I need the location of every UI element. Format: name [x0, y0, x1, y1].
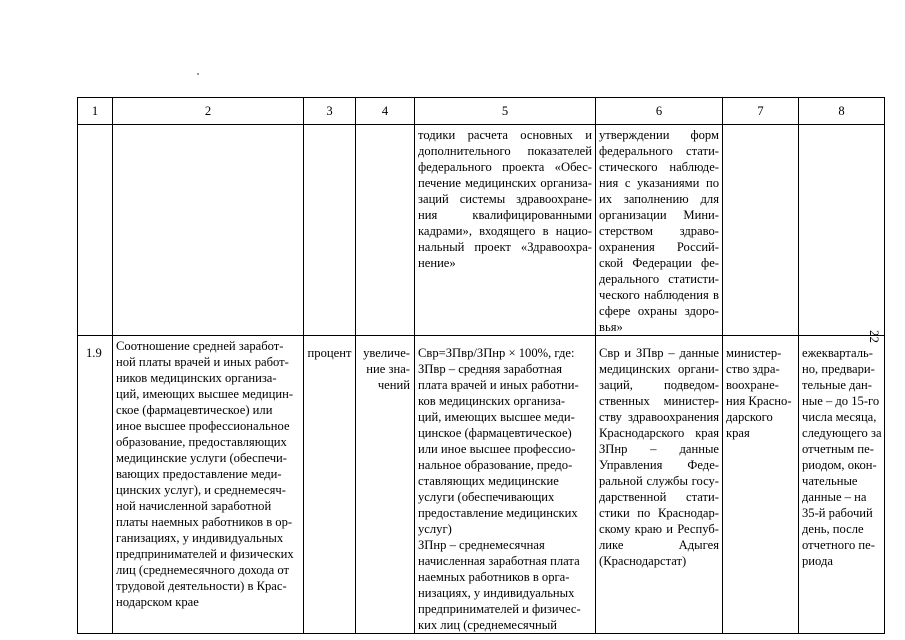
text-line: тодики расчета основных и [418, 128, 592, 142]
page-number: 22 [867, 330, 882, 343]
header-cell: 3 [304, 98, 356, 125]
text-line: Свр=ЗПвр/ЗПнр × 100%, где: [418, 346, 575, 360]
text-line: края [726, 426, 750, 440]
text-line: но, предвари- [802, 362, 875, 376]
responsible-cell [723, 336, 799, 634]
text-line: тельные дан- [802, 378, 872, 392]
text-line: отчетного пе- [802, 538, 875, 552]
text-line: ций, имеющих высшее медицин- [116, 387, 294, 401]
text-line: нение» [418, 256, 456, 270]
text-line: стерством здраво- [599, 224, 719, 238]
text-line: платы наемных работников в ор- [116, 515, 293, 529]
source-cell [596, 125, 723, 336]
text-line: ству здравоохранения [599, 410, 719, 424]
methodology-cell [415, 125, 596, 336]
text-line: ежекварталь- [802, 346, 873, 360]
text-line: ций, имеющих высшее меди- [418, 410, 575, 424]
formula-cell [415, 336, 596, 634]
text-line: их заполнению для [599, 192, 719, 206]
text-line: медицинские услуги (обеспечи- [116, 451, 287, 465]
text-line: начисленная заработная плата [418, 554, 580, 568]
text-line: нодарском крае [116, 595, 199, 609]
text-line: организации Мини- [599, 208, 719, 222]
indicator-table [77, 97, 885, 634]
text-line: день, после [802, 522, 864, 536]
text-line: предпринимателей и физических [116, 547, 294, 561]
cell-empty [113, 125, 304, 336]
header-cell: 2 [113, 98, 304, 125]
cell-empty [356, 125, 415, 336]
text-line: числа месяца, [802, 410, 877, 424]
header-cell: 7 [723, 98, 799, 125]
text-line: предоставление медицинских [418, 506, 578, 520]
text-line: чений [377, 378, 410, 392]
text-line: ской Федерации фе- [599, 256, 719, 270]
text-line: или иное высшее профессио- [418, 442, 576, 456]
header-cell: 1 [78, 98, 113, 125]
text-line: трудовой деятельности) в Крас- [116, 579, 287, 593]
text-line: данные – на [802, 490, 867, 504]
text-line: министер- [726, 346, 782, 360]
text-line: ния квалифицированными [418, 208, 592, 222]
header-row [78, 98, 885, 125]
unit-text: процент [307, 346, 352, 360]
text-line: риодом, окон- [802, 458, 877, 472]
text-line: нальное образование, предо- [418, 458, 573, 472]
text-line: цинское (фармацевтическое) [418, 426, 572, 440]
indicator-name-cell [113, 336, 304, 634]
text-line: сфере охраны здоро- [599, 304, 719, 318]
cell-empty [304, 125, 356, 336]
text-line: (Краснодарстат) [599, 554, 687, 568]
trend-cell [356, 336, 415, 634]
text-line: дерального статисти- [599, 272, 719, 286]
text-line: ческого наблюдения в [599, 288, 719, 302]
text-line: наемных работников в орга- [418, 570, 570, 584]
text-line: стики по Краснодар- [599, 506, 719, 520]
continuation-row [78, 125, 885, 336]
text-line: Соотношение средней заработ- [116, 339, 284, 353]
text-line: дарского [726, 410, 773, 424]
text-line: следующего за [802, 426, 882, 440]
cell-empty [723, 125, 799, 336]
text-line: охранения Россий- [599, 240, 719, 254]
text-line: ные – до 15-го [802, 394, 880, 408]
text-line: Свр и ЗПвр – данные [599, 346, 719, 360]
text-line: дополнительного показателей [418, 144, 592, 158]
text-line: образование, предоставляющих [116, 435, 287, 449]
row-number [78, 336, 113, 634]
text-line: ной начисленной заработной [116, 499, 272, 513]
text-line: 35-й рабочий [802, 506, 873, 520]
text-line: нальный проект «Здравоохра- [418, 240, 592, 254]
text-line: ния Красно- [726, 394, 792, 408]
data-source-cell [596, 336, 723, 634]
deadline-cell [799, 336, 885, 634]
text-line: риода [802, 554, 833, 568]
text-line: ское (фармацевтическое) или [116, 403, 273, 417]
text-line: ственных министер- [599, 394, 719, 408]
text-line: чательные [802, 474, 858, 488]
header-cell: 8 [799, 98, 885, 125]
unit-cell [304, 336, 356, 634]
text-line: лиц (среднемесячного дохода от [116, 563, 289, 577]
scan-speck [197, 73, 199, 75]
header-cell: 6 [596, 98, 723, 125]
text-line: плата врачей и иных работни- [418, 378, 579, 392]
text-line: низациях, у индивидуальных [418, 586, 575, 600]
text-line: услуг) [418, 522, 452, 536]
text-line: Краснодарского края [599, 426, 719, 440]
text-line: ников медицинских организа- [116, 371, 277, 385]
row-number-text: 1.9 [86, 346, 102, 360]
text-line: Управления Феде- [599, 458, 719, 472]
header-cell: 5 [415, 98, 596, 125]
text-line: заций, подведом- [599, 378, 719, 392]
text-line: ЗПнр – среднемесячная [418, 538, 545, 552]
text-line: федерального стати- [599, 144, 719, 158]
text-line: ЗПнр – данные [599, 442, 719, 456]
text-line: ганизациях, у индивидуальных [116, 531, 284, 545]
text-line: ральной службы госу- [599, 474, 719, 488]
text-line: воохране- [726, 378, 779, 392]
text-line: кадрами», входящего в нацио- [418, 224, 592, 238]
text-line: ЗПвр – средняя заработная [418, 362, 563, 376]
text-line: ких лиц (среднемесячный [418, 618, 557, 632]
text-line: ние зна- [366, 362, 410, 376]
text-line: вья» [599, 320, 623, 334]
text-line: ной платы врачей и иных работ- [116, 355, 289, 369]
text-line: скому краю и Респуб- [599, 522, 719, 536]
text-line: услуги (обеспечивающих [418, 490, 555, 504]
text-line: увеличе- [363, 346, 410, 360]
text-line: вающих предоставление меди- [116, 467, 282, 481]
text-line: ков медицинских организа- [418, 394, 566, 408]
text-line: медицинских органи- [599, 362, 719, 376]
text-line: ство здра- [726, 362, 780, 376]
header-cell: 4 [356, 98, 415, 125]
cell-empty [799, 125, 885, 336]
text-line: цинских услуг), и среднемесяч- [116, 483, 286, 497]
text-line: стического наблюде- [599, 160, 719, 174]
row-1-9 [78, 336, 885, 634]
text-line: заций системы здравоохране- [418, 192, 592, 206]
text-line: предпринимателей и физичес- [418, 602, 581, 616]
text-line: отчетным пе- [802, 442, 874, 456]
text-line: иное высшее профессиональное [116, 419, 290, 433]
text-line: дарственной стати- [599, 490, 719, 504]
text-line: ния с указаниями по [599, 176, 719, 190]
text-line: федерального проекта «Обес- [418, 160, 592, 174]
text-line: ставляющих медицинские [418, 474, 559, 488]
text-line: утверждении форм [599, 128, 719, 142]
text-line: лике Адыгея [599, 538, 719, 552]
cell-empty [78, 125, 113, 336]
text-line: печение медицинских организа- [418, 176, 592, 190]
